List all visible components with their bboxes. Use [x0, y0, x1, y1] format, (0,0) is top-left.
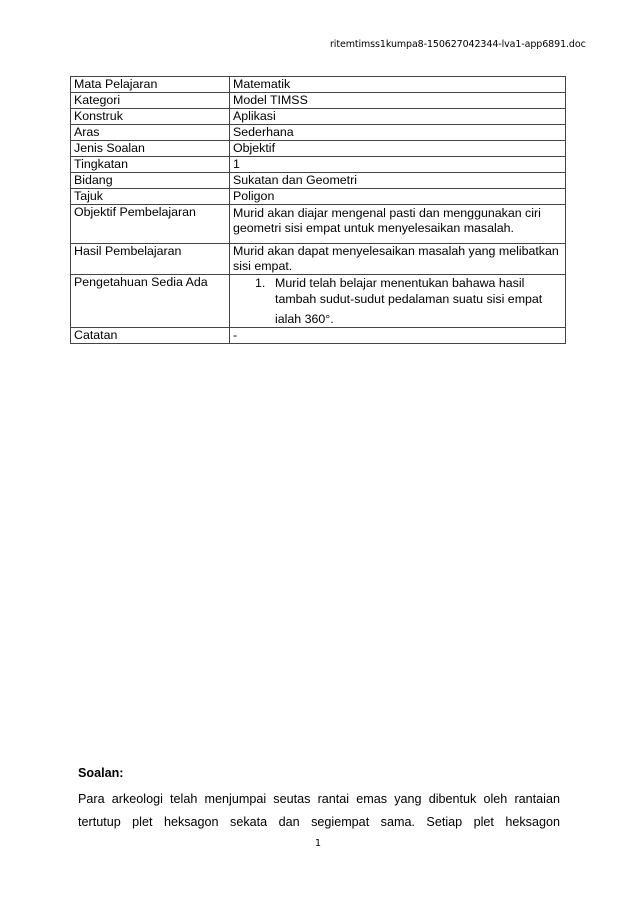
table-row — [71, 109, 566, 125]
row-label: Konstruk — [71, 109, 230, 125]
row-value: Poligon — [230, 189, 566, 205]
row-value: Matematik — [230, 77, 566, 93]
row-label: Aras — [71, 125, 230, 141]
row-label: Kategori — [71, 93, 230, 109]
table-row — [71, 275, 566, 328]
row-value: - — [230, 328, 566, 344]
row-label: Hasil Pembelajaran — [71, 244, 230, 275]
row-value: Sukatan dan Geometri — [230, 173, 566, 189]
row-label: Jenis Soalan — [71, 141, 230, 157]
row-label: Pengetahuan Sedia Ada — [71, 275, 230, 328]
question-heading: Soalan: — [78, 766, 124, 780]
row-label: Catatan — [71, 328, 230, 344]
row-value: Sederhana — [230, 125, 566, 141]
document-filename: ritemtimss1kumpa8-150627042344-lva1-app6891.doc — [330, 39, 586, 50]
table-row — [71, 205, 566, 244]
table-row — [71, 244, 566, 275]
list-number: 1. — [255, 276, 266, 290]
row-value: Murid akan diajar mengenal pasti dan menggunakan ciri geometri sisi empat untuk menyelesaikan masalah. — [230, 205, 566, 244]
row-value: Objektif — [230, 141, 566, 157]
row-label: Tingkatan — [71, 157, 230, 173]
question-text: Para arkeologi telah menjumpai seutas rantai emas yang dibentuk oleh rantaian tertutup plet heksagon sekata dan segiempat sama. Setiap plet heksagon — [78, 792, 560, 829]
knowledge-list-item — [233, 275, 562, 327]
row-label: Tajuk — [71, 189, 230, 205]
row-value: 1 — [230, 157, 566, 173]
table-row — [71, 77, 566, 93]
table-row — [71, 173, 566, 189]
row-value: Aplikasi — [230, 109, 566, 125]
row-value: Murid akan dapat menyelesaikan masalah yang melibatkan sisi empat. — [230, 244, 566, 275]
row-value: Model TIMSS — [230, 93, 566, 109]
table-row — [71, 328, 566, 344]
row-label: Objektif Pembelajaran — [71, 205, 230, 244]
table-row — [71, 141, 566, 157]
table-row — [71, 157, 566, 173]
table-row — [71, 189, 566, 205]
list-text-end: ialah 360°. — [275, 312, 334, 326]
info-table — [70, 76, 566, 344]
table-row — [71, 93, 566, 109]
list-text: Murid telah belajar menentukan bahawa hasil tambah sudut-sudut pedalaman suatu sisi empat — [275, 276, 543, 306]
table-row — [71, 125, 566, 141]
page-number: 1 — [315, 838, 322, 849]
row-label: Bidang — [71, 173, 230, 189]
row-label: Mata Pelajaran — [71, 77, 230, 93]
row-value — [230, 275, 566, 328]
